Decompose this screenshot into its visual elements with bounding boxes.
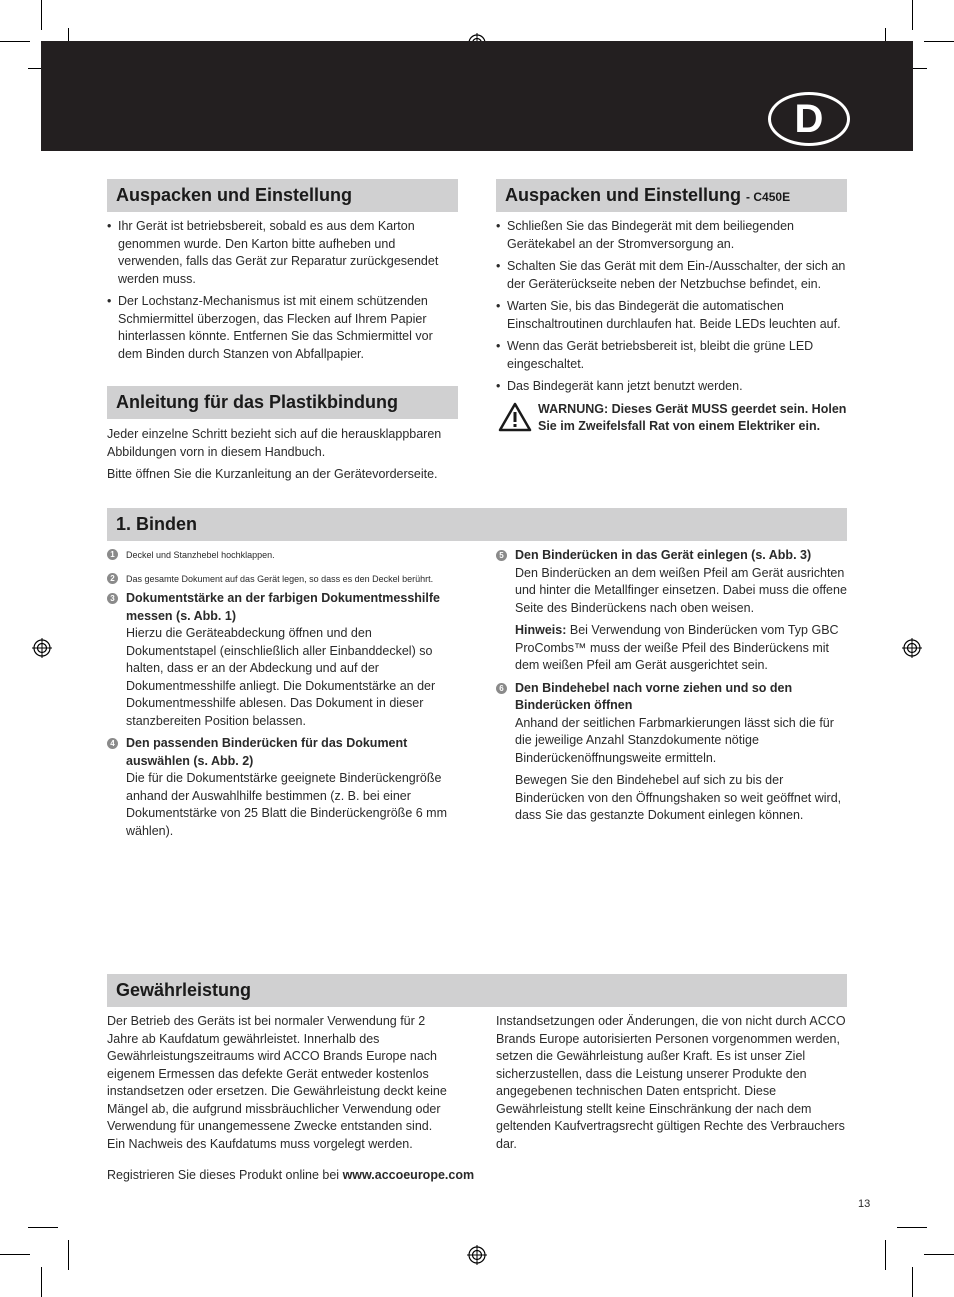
- registration-mark-icon: [32, 638, 52, 658]
- step-4: [107, 735, 457, 840]
- step-title: Den passenden Binderücken für das Dokument auswählen (s. Abb. 2): [126, 736, 408, 768]
- heading-suffix: - C450E: [746, 190, 791, 204]
- step-body: Den Binderücken an dem weißen Pfeil am Gerät ausrichten und hinter die Metallfinger einsetzen. Dabei muss die offene Seite des Binderückens nach oben weisen.: [515, 565, 847, 615]
- heading-text: Auspacken und Einstellung: [505, 185, 742, 205]
- step-text: Das gesamte Dokument auf das Gerät legen, so dass es den Deckel berührt.: [126, 573, 434, 584]
- step-number: 3: [107, 593, 118, 604]
- step-title: Dokumentstärke an der farbigen Dokumentmesshilfe messen (s. Abb. 1): [126, 591, 440, 623]
- crop-mark: [924, 1254, 954, 1255]
- step-number: 5: [496, 550, 507, 561]
- heading-text: Gewährleistung: [116, 980, 252, 1000]
- bullet-item: • Das Bindegerät kann jetzt benutzt werden.: [496, 378, 848, 396]
- bullet-item: • Der Lochstanz-Mechanismus ist mit einem schützenden Schmiermittel überzogen, das Flecken auf Ihrem Papier hinterlassen könnte. Entfernen Sie das Schmiermittel vor dem Binden durch Stanzen von Abfallpapier.: [107, 293, 452, 363]
- step-note: [515, 622, 848, 675]
- crop-mark: [885, 1240, 886, 1270]
- warranty-text-right: [496, 1013, 848, 1153]
- paragraph: Der Betrieb des Geräts ist bei normaler Verwendung für 2 Jahre ab Kaufdatum gewährleistet. Innerhalb des Gewährleistungszeitraums wird ACCO Brands Europe nach eigenem Ermessen das defekte Gerät entweder kostenlos instandsetzen oder ersetzen. Die Gewährleistung deckt keine Mängel ab, die aufgrund missbräuchlicher Verwendung oder Verwendung für unangemessene Zwecke entstanden sind. Ein Nachweis des Kaufdatums muss vorgelegt werden.: [107, 1014, 447, 1151]
- crop-mark: [41, 1267, 42, 1297]
- crop-mark: [912, 1267, 913, 1297]
- paragraph: Jeder einzelne Schritt bezieht sich auf die herausklappbaren Abbildungen vorn in diesem Handbuch.: [107, 427, 442, 459]
- plastic-text: [107, 426, 452, 484]
- heading-text: Anleitung für das Plastikbindung: [116, 392, 399, 412]
- bullet-item: • Ihr Gerät ist betriebsbereit, sobald es aus dem Karton genommen wurde. Den Karton bitte aufheben und verwenden, falls das Gerät zur Reparatur zurückgesendet werden muss.: [107, 218, 452, 288]
- unpack-text: [107, 218, 452, 368]
- step-text: Deckel und Stanzhebel hochklappen.: [126, 550, 275, 560]
- step-number: 6: [496, 683, 507, 694]
- register-link[interactable]: www.accoeurope.com: [342, 1168, 475, 1182]
- paragraph: Bitte öffnen Sie die Kurzanleitung an der Gerätevorderseite.: [107, 467, 438, 481]
- step-number: 2: [107, 573, 118, 584]
- step-body: Die für die Dokumentstärke geeignete Binderückengröße anhand der Auswahlhilfe bestimmen (z. B. bei einer Dokumentstärke von 25 Blatt die Binderückengröße 6 mm wählen).: [126, 771, 447, 838]
- step-title: Den Binderücken in das Gerät einlegen (s. Abb. 3): [515, 548, 812, 562]
- step-1: [107, 546, 457, 565]
- step-body: Anhand der seitlichen Farbmarkierungen lässt sich die für die jeweilige Anzahl Stanzdokumente nötige Binderückenöffnungsweite ermitteln.: [515, 715, 834, 765]
- note-text: Bei Verwendung von Binderücken vom Typ GBC ProCombs™ muss der weiße Pfeil des Binderückens mit dem weißen Pfeil am Gerät ausgerichtet sein.: [515, 623, 839, 672]
- binden-steps-left: [107, 546, 457, 845]
- warning-icon: [498, 402, 532, 432]
- section-heading-binden: [107, 508, 847, 541]
- warranty-text-left: [107, 1013, 447, 1153]
- step-body: Hierzu die Geräteabdeckung öffnen und den Dokumentstapel (einschließlich aller Einbanddeckel) so halten, dass er an der Abdeckung und auf der Dokumentmesshilfe anliegt. Die Dokumentstärke an der Dokumentmesshilfe ablesen. Das Dokument in dieser stanzbereiten Position belassen.: [126, 626, 436, 728]
- step-6: [496, 680, 848, 825]
- registration-mark-icon: [902, 638, 922, 658]
- step-3: [107, 590, 457, 730]
- register-line: [107, 1167, 527, 1185]
- crop-mark: [68, 1240, 69, 1270]
- bullet-item: • Schließen Sie das Bindegerät mit dem beiliegenden Gerätekabel an der Stromversorgung an.: [496, 218, 848, 253]
- note-label: Hinweis:: [515, 623, 567, 637]
- step-title: Den Bindehebel nach vorne ziehen und so den Binderücken öffnen: [515, 680, 793, 712]
- crop-mark: [0, 41, 30, 42]
- crop-mark: [897, 1227, 927, 1228]
- bullet-item: • Wenn das Gerät betriebsbereit ist, bleibt die grüne LED eingeschaltet.: [496, 338, 848, 373]
- crop-mark: [924, 41, 954, 42]
- bullet-item: • Schalten Sie das Gerät mit dem Ein-/Ausschalter, der sich an der Geräterückseite neben der Netzbuchse befindet, ein.: [496, 258, 848, 293]
- crop-mark: [28, 1227, 58, 1228]
- page-number: 13: [858, 1198, 871, 1210]
- warning-text: WARNUNG: Dieses Gerät MUSS geerdet sein. Holen Sie im Zweifelsfall Rat von einem Elektriker ein.: [538, 401, 847, 433]
- step-5: [496, 547, 848, 675]
- step-body: Bewegen Sie den Bindehebel auf sich zu bis der Binderücken von den Öffnungshaken so weit geöffnet wird, dass Sie das gestanzte Dokument einlegen können.: [515, 773, 842, 822]
- warning-block: [496, 401, 848, 451]
- heading-text: Auspacken und Einstellung: [116, 185, 353, 205]
- section-heading-unpack: [107, 179, 458, 212]
- section-heading-warranty: [107, 974, 847, 1007]
- register-text: Registrieren Sie dieses Produkt online bei: [107, 1168, 340, 1182]
- language-badge: D: [768, 92, 850, 146]
- registration-mark-icon: [467, 1245, 487, 1265]
- bullet-item: • Warten Sie, bis das Bindegerät die automatischen Einschaltroutinen durchlaufen hat. Beide LEDs leuchten auf.: [496, 298, 848, 333]
- unpack-c450e-text: [496, 218, 848, 451]
- step-number: 4: [107, 738, 118, 749]
- crop-mark: [912, 0, 913, 30]
- step-number: 1: [107, 549, 118, 560]
- section-heading-unpack-c450e: [496, 179, 847, 212]
- binden-steps-right: [496, 547, 848, 830]
- section-heading-plastic: [107, 386, 458, 419]
- step-2: [107, 570, 457, 589]
- crop-mark: [0, 1254, 30, 1255]
- heading-text: 1. Binden: [116, 514, 198, 534]
- paragraph: Instandsetzungen oder Änderungen, die von nicht durch ACCO Brands Europe autorisierten Personen vorgenommen werden, setzen die Gewährleistung außer Kraft. Es ist unser Ziel sicherzustellen, dass die Leistung unserer Produkte den angegebenen technischen Daten entspricht. Diese Gewährleistung stellt keine Einschränkung der nach dem geltenden Kaufvertragsrecht gültigen Rechte des Verbrauchers dar.: [496, 1014, 846, 1151]
- crop-mark: [41, 0, 42, 30]
